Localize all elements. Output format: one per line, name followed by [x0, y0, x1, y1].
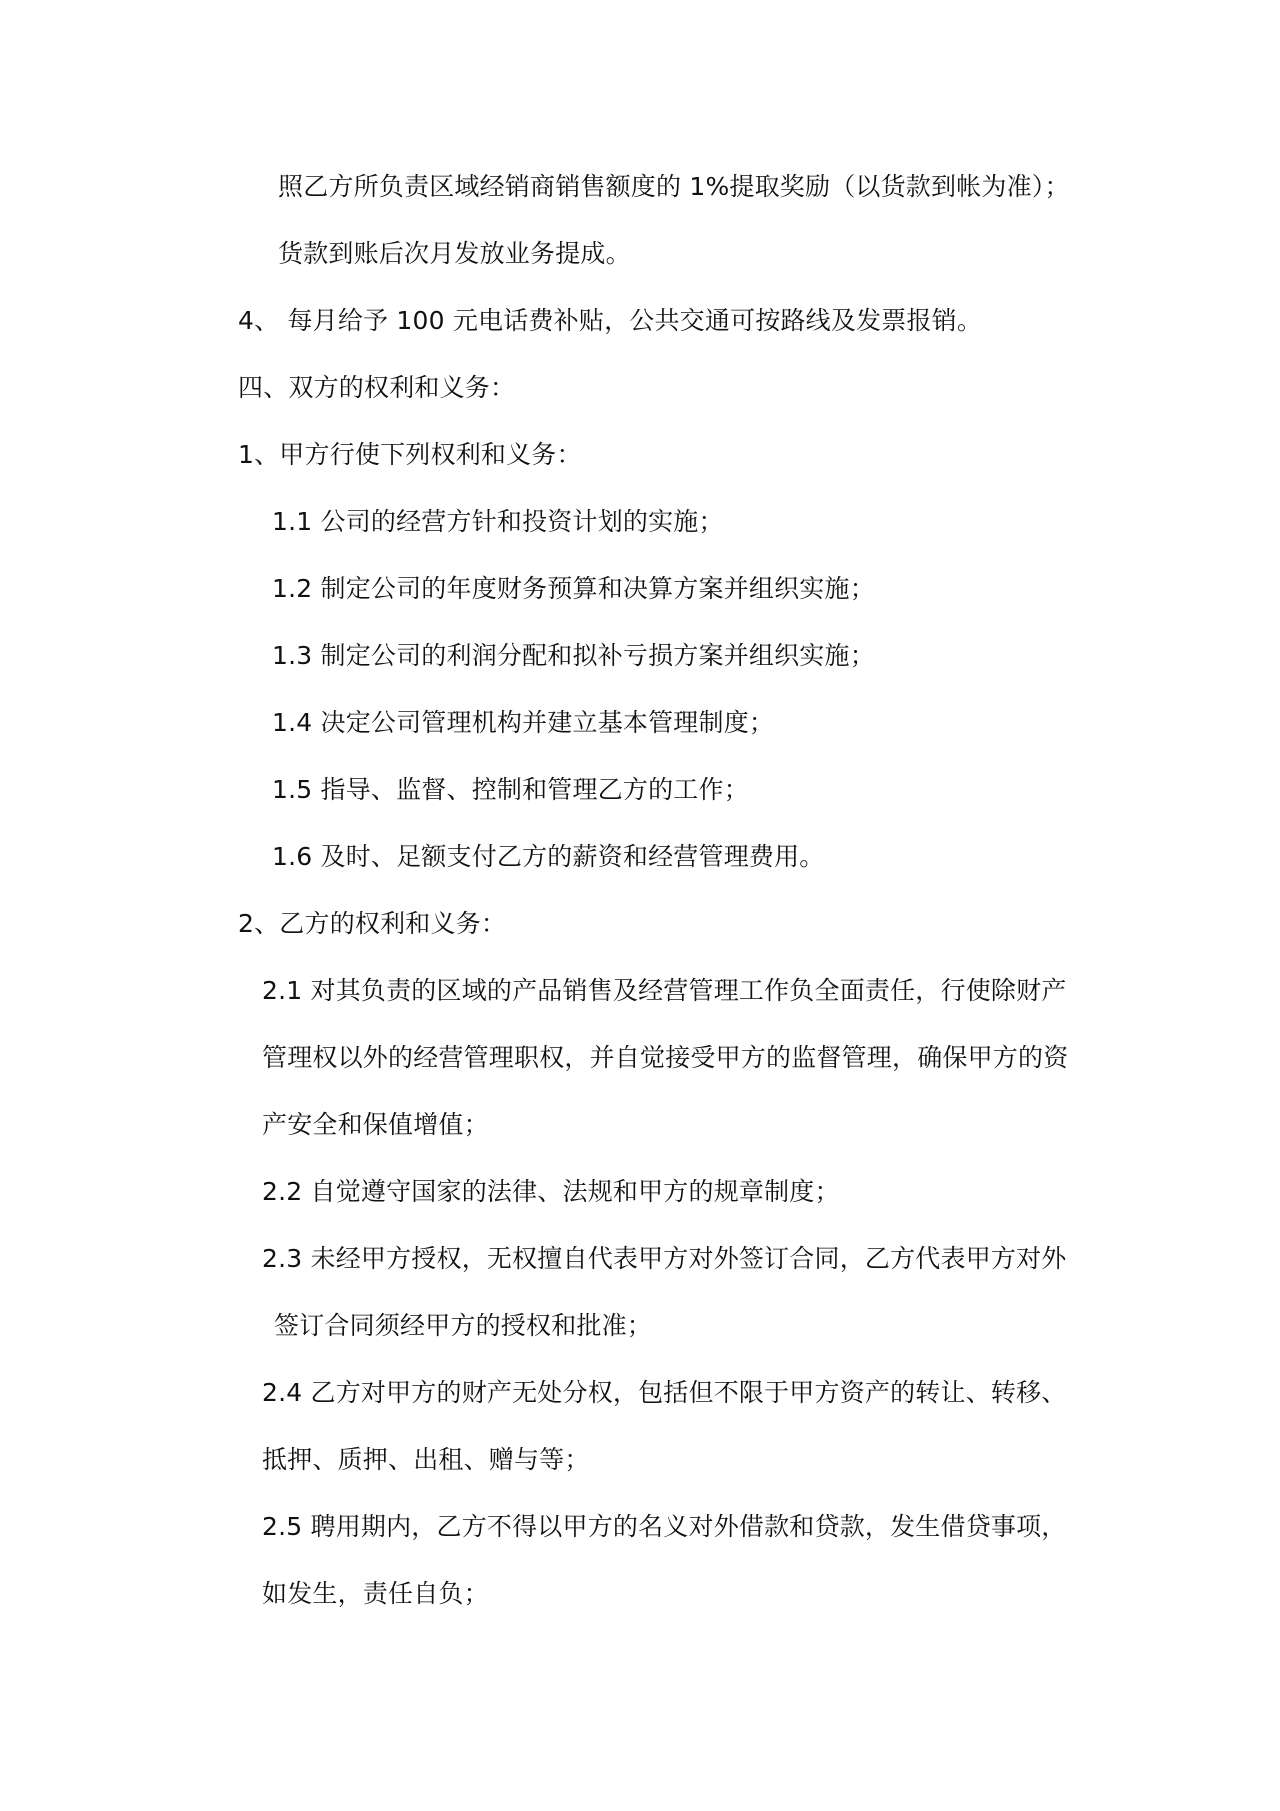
- text-line: 照乙方所负责区域经销商销售额度的 1%提取奖励（以货款到帐为准）；: [278, 172, 1070, 201]
- text-line: 产安全和保值增值；: [262, 1110, 489, 1139]
- text-line: 管理权以外的经营管理职权，并自觉接受甲方的监督管理，确保甲方的资: [262, 1043, 1069, 1072]
- subsection-heading: 2、乙方的权利和义务：: [238, 909, 507, 938]
- list-item: 2.5 聘用期内，乙方不得以甲方的名义对外借款和贷款，发生借贷事项，: [262, 1512, 1067, 1541]
- text-line: 货款到账后次月发放业务提成。: [278, 239, 631, 268]
- list-item: 1.1 公司的经营方针和投资计划的实施；: [272, 507, 724, 536]
- section-heading: 四、双方的权利和义务：: [238, 373, 516, 402]
- list-item: 1.3 制定公司的利润分配和拟补亏损方案并组织实施；: [272, 641, 875, 670]
- subsection-heading: 1、甲方行使下列权利和义务：: [238, 440, 582, 469]
- list-item: 2.2 自觉遵守国家的法律、法规和甲方的规章制度；: [262, 1177, 840, 1206]
- text-line: 如发生，责任自负；: [262, 1579, 489, 1608]
- text-line: 抵押、质押、出租、赠与等；: [262, 1445, 590, 1474]
- list-item: 2.1 对其负责的区域的产品销售及经营管理工作负全面责任，行使除财产: [262, 976, 1067, 1005]
- list-item: 2.3 未经甲方授权，无权擅自代表甲方对外签订合同，乙方代表甲方对外: [262, 1244, 1067, 1273]
- list-item: 4、 每月给予 100 元电话费补贴，公共交通可按路线及发票报销。: [238, 306, 983, 335]
- list-item: 1.2 制定公司的年度财务预算和决算方案并组织实施；: [272, 574, 875, 603]
- list-item: 1.4 决定公司管理机构并建立基本管理制度；: [272, 708, 775, 737]
- text-line: 签订合同须经甲方的授权和批准；: [274, 1311, 653, 1340]
- list-item: 1.5 指导、监督、控制和管理乙方的工作；: [272, 775, 749, 804]
- list-item: 2.4 乙方对甲方的财产无处分权，包括但不限于甲方资产的转让、转移、: [262, 1378, 1067, 1407]
- list-item: 1.6 及时、足额支付乙方的薪资和经营管理费用。: [272, 842, 825, 871]
